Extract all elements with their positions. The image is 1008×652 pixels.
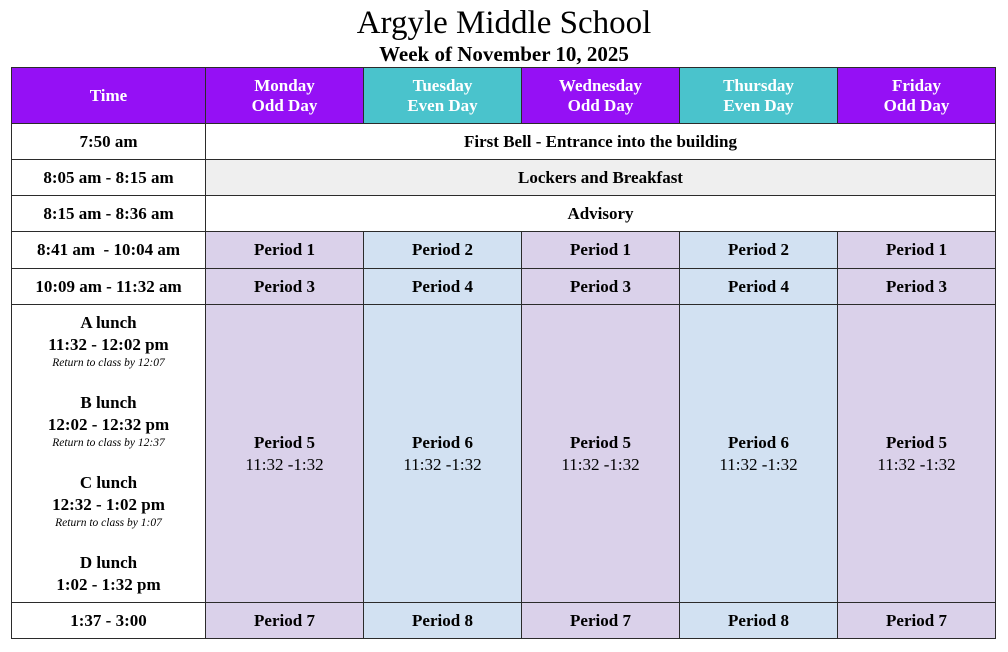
period-cell: Period 2 bbox=[680, 232, 838, 269]
day-header-thursday bbox=[680, 68, 838, 124]
header-row bbox=[12, 68, 996, 124]
time-header: Time bbox=[12, 68, 206, 124]
day-header-monday bbox=[206, 68, 364, 124]
lunch-row bbox=[12, 305, 996, 603]
day-header-tuesday bbox=[364, 68, 522, 124]
lunch-return-note: Return to class by 12:07 bbox=[52, 356, 165, 369]
period-cell: Period 1 bbox=[206, 232, 364, 269]
day-type: Odd Day bbox=[883, 95, 950, 115]
advisory-row bbox=[12, 196, 996, 232]
period-row-1 bbox=[12, 232, 996, 269]
week-subtitle: Week of November 10, 2025 bbox=[379, 42, 629, 66]
lunch-period-cell bbox=[838, 305, 996, 603]
period-cell: Period 3 bbox=[838, 269, 996, 305]
period-cell: Period 7 bbox=[838, 603, 996, 639]
period-time: 11:32 -1:32 bbox=[877, 454, 956, 474]
period-cell: Period 4 bbox=[364, 269, 522, 305]
lunch-return-note: Return to class by 1:07 bbox=[55, 516, 162, 529]
day-header-wednesday bbox=[522, 68, 680, 124]
lunch-period-cell bbox=[522, 305, 680, 603]
day-name: Friday bbox=[891, 75, 942, 95]
lunch-name: D lunch bbox=[79, 552, 138, 572]
lunch-name: B lunch bbox=[80, 392, 137, 412]
lunch-period-cell bbox=[206, 305, 364, 603]
lockers-breakfast-cell: Lockers and Breakfast bbox=[206, 160, 996, 196]
period-label: Period 5 bbox=[254, 432, 315, 452]
period-label: Period 6 bbox=[412, 432, 473, 452]
period-row-last bbox=[12, 603, 996, 639]
lunch-name: C lunch bbox=[79, 472, 138, 492]
period-cell: Period 3 bbox=[522, 269, 680, 305]
time-cell: 8:05 am - 8:15 am bbox=[12, 160, 206, 196]
time-cell: 1:37 - 3:00 bbox=[12, 603, 206, 639]
lunch-time: 11:32 - 12:02 pm bbox=[48, 334, 169, 354]
day-type: Even Day bbox=[407, 95, 478, 115]
school-title: Argyle Middle School bbox=[356, 5, 652, 41]
time-cell: 8:15 am - 8:36 am bbox=[12, 196, 206, 232]
day-type: Odd Day bbox=[251, 95, 318, 115]
period-cell: Period 1 bbox=[838, 232, 996, 269]
lunch-return-note: Return to class by 12:37 bbox=[52, 436, 165, 449]
lunch-period-cell bbox=[680, 305, 838, 603]
time-cell: 8:41 am - 10:04 am bbox=[12, 232, 206, 269]
day-name: Thursday bbox=[723, 75, 794, 95]
first-bell-cell: First Bell - Entrance into the building bbox=[206, 124, 996, 160]
period-label: Period 6 bbox=[728, 432, 789, 452]
period-time: 11:32 -1:32 bbox=[403, 454, 482, 474]
period-cell: Period 8 bbox=[364, 603, 522, 639]
day-header-friday bbox=[838, 68, 996, 124]
period-time: 11:32 -1:32 bbox=[719, 454, 798, 474]
period-cell: Period 2 bbox=[364, 232, 522, 269]
period-cell: Period 7 bbox=[206, 603, 364, 639]
period-time: 11:32 -1:32 bbox=[245, 454, 324, 474]
bell-schedule-table bbox=[11, 67, 996, 639]
day-name: Wednesday bbox=[558, 75, 643, 95]
period-cell: Period 1 bbox=[522, 232, 680, 269]
lunch-time: 1:02 - 1:32 pm bbox=[56, 574, 161, 594]
lunch-time: 12:32 - 1:02 pm bbox=[52, 494, 165, 514]
period-label: Period 5 bbox=[886, 432, 947, 452]
period-label: Period 5 bbox=[570, 432, 631, 452]
day-type: Even Day bbox=[723, 95, 794, 115]
period-cell: Period 7 bbox=[522, 603, 680, 639]
lockers-row bbox=[12, 160, 996, 196]
period-cell: Period 3 bbox=[206, 269, 364, 305]
time-cell: 10:09 am - 11:32 am bbox=[12, 269, 206, 305]
lunch-name: A lunch bbox=[80, 312, 137, 332]
lunch-times-cell bbox=[12, 305, 206, 603]
day-name: Monday bbox=[254, 75, 315, 95]
lunch-time: 12:02 - 12:32 pm bbox=[47, 414, 170, 434]
period-cell: Period 8 bbox=[680, 603, 838, 639]
period-time: 11:32 -1:32 bbox=[561, 454, 640, 474]
day-name: Tuesday bbox=[412, 75, 473, 95]
day-type: Odd Day bbox=[567, 95, 634, 115]
time-cell: 7:50 am bbox=[12, 124, 206, 160]
lunch-period-cell bbox=[364, 305, 522, 603]
advisory-cell: Advisory bbox=[206, 196, 996, 232]
period-row-2 bbox=[12, 269, 996, 305]
first-bell-row bbox=[12, 124, 996, 160]
period-cell: Period 4 bbox=[680, 269, 838, 305]
